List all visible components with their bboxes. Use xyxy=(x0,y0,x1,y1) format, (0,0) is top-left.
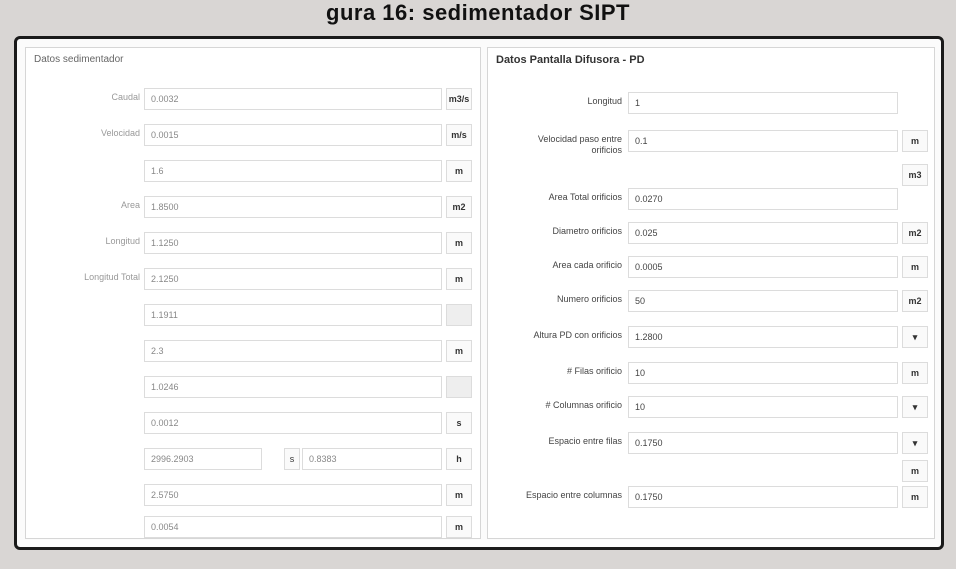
unit-button[interactable]: m xyxy=(446,484,472,506)
label-espacio-filas: Espacio entre filas xyxy=(548,436,622,446)
altura-field[interactable]: 1.2800 xyxy=(628,326,898,348)
label-longitud-pd: Longitud xyxy=(587,96,622,106)
unit-button[interactable]: m xyxy=(446,516,472,538)
unit-button[interactable]: m2 xyxy=(902,222,928,244)
label-columnas: # Columnas orificio xyxy=(545,400,622,410)
row-espacio-columnas xyxy=(488,486,934,510)
page-title: gura 16: sedimentador SIPT xyxy=(326,0,630,25)
unit-button[interactable]: m xyxy=(902,256,928,278)
value-field[interactable]: 1.6 xyxy=(144,160,442,182)
row-area-total xyxy=(488,188,934,212)
label-diametro: Diametro orificios xyxy=(552,226,622,236)
row-10 xyxy=(26,412,480,436)
longitud-field[interactable]: 1.1250 xyxy=(144,232,442,254)
unit-button[interactable] xyxy=(446,376,472,398)
label-area: Area xyxy=(120,200,140,210)
longitud-pd-field[interactable]: 1 xyxy=(628,92,898,114)
value-field[interactable]: 2.5750 xyxy=(144,484,442,506)
unit-button[interactable]: m xyxy=(902,486,928,508)
row-8 xyxy=(26,340,480,364)
unit-button[interactable]: h xyxy=(446,448,472,470)
secondary-field[interactable]: 0.8383 xyxy=(302,448,442,470)
longitud-total-field[interactable]: 2.1250 xyxy=(144,268,442,290)
row-spacer xyxy=(488,164,934,188)
unit-button[interactable]: m xyxy=(902,460,928,482)
row-7 xyxy=(26,304,480,328)
unit-button[interactable]: m xyxy=(902,362,928,384)
chevron-down-icon[interactable]: ▾ xyxy=(902,432,928,454)
value-field[interactable]: 2.3 xyxy=(144,340,442,362)
prefix-label: s xyxy=(284,448,300,470)
unit-button[interactable]: m xyxy=(446,340,472,362)
row-numero xyxy=(488,290,934,314)
row-3 xyxy=(26,160,480,184)
row-columnas xyxy=(488,396,934,420)
espacio-filas-field[interactable]: 0.1750 xyxy=(628,432,898,454)
diametro-field[interactable]: 0.025 xyxy=(628,222,898,244)
panel-title-sedimentador: Datos sedimentador xyxy=(34,54,124,65)
row-velocidad xyxy=(26,124,480,148)
label-area-cada: Area cada orificio xyxy=(552,260,622,270)
row-velocidad-paso xyxy=(488,130,934,154)
panel-title-pantalla-difusora: Datos Pantalla Difusora - PD xyxy=(496,54,645,66)
label-filas: # Filas orificio xyxy=(566,366,622,376)
label-caudal: Caudal xyxy=(111,92,140,102)
unit-button[interactable]: m xyxy=(446,160,472,182)
columnas-field[interactable]: 10 xyxy=(628,396,898,418)
velocidad-field[interactable]: 0.0015 xyxy=(144,124,442,146)
unit-button[interactable]: m xyxy=(446,268,472,290)
label-velocidad: Velocidad xyxy=(100,128,140,138)
label-area-total: Area Total orificios xyxy=(548,192,622,202)
row-longitud-pd xyxy=(488,92,934,116)
app-screen xyxy=(14,36,944,550)
row-altura xyxy=(488,326,934,350)
row-longitud xyxy=(26,232,480,256)
caudal-field[interactable]: 0.0032 xyxy=(144,88,442,110)
label-altura: Altura PD con orificios xyxy=(533,330,622,340)
unit-button[interactable]: m3 xyxy=(902,164,928,186)
row-longitud-total xyxy=(26,268,480,292)
label-longitud-total: Longitud Total xyxy=(84,272,140,282)
value-field[interactable]: 2996.2903 xyxy=(144,448,262,470)
filas-field[interactable]: 10 xyxy=(628,362,898,384)
area-total-field[interactable]: 0.0270 xyxy=(628,188,898,210)
unit-button[interactable]: m xyxy=(446,232,472,254)
espacio-columnas-field[interactable]: 0.1750 xyxy=(628,486,898,508)
unit-button[interactable]: m3/s xyxy=(446,88,472,110)
sedimentador-panel xyxy=(25,47,481,539)
area-field[interactable]: 1.8500 xyxy=(144,196,442,218)
label-numero: Numero orificios xyxy=(556,294,622,304)
label-espacio-columnas: Espacio entre columnas xyxy=(525,490,622,500)
row-12 xyxy=(26,484,480,508)
row-area-cada xyxy=(488,256,934,280)
chevron-down-icon[interactable]: ▾ xyxy=(902,326,928,348)
row-area xyxy=(26,196,480,220)
velocidad-paso-field[interactable]: 0.1 xyxy=(628,130,898,152)
row-diametro xyxy=(488,222,934,246)
row-9 xyxy=(26,376,480,400)
row-13 xyxy=(26,516,480,540)
row-filas xyxy=(488,362,934,386)
pantalla-difusora-panel xyxy=(487,47,935,539)
unit-button[interactable]: m xyxy=(902,130,928,152)
row-spacer-2 xyxy=(488,460,934,484)
chevron-down-icon[interactable]: ▾ xyxy=(902,396,928,418)
row-espacio-filas xyxy=(488,432,934,456)
value-field[interactable]: 1.0246 xyxy=(144,376,442,398)
unit-button[interactable]: m2 xyxy=(446,196,472,218)
value-field[interactable]: 1.1911 xyxy=(144,304,442,326)
value-field[interactable]: 0.0054 xyxy=(144,516,442,538)
value-field[interactable]: 0.0012 xyxy=(144,412,442,434)
label-longitud: Longitud xyxy=(105,236,140,246)
unit-button[interactable]: m/s xyxy=(446,124,472,146)
unit-button[interactable] xyxy=(446,304,472,326)
row-caudal xyxy=(26,88,480,112)
area-cada-field[interactable]: 0.0005 xyxy=(628,256,898,278)
numero-field[interactable]: 50 xyxy=(628,290,898,312)
unit-button[interactable]: s xyxy=(446,412,472,434)
row-11 xyxy=(26,448,480,472)
unit-button[interactable]: m2 xyxy=(902,290,928,312)
label-velocidad-paso: Velocidad paso entre orificios xyxy=(537,134,622,155)
